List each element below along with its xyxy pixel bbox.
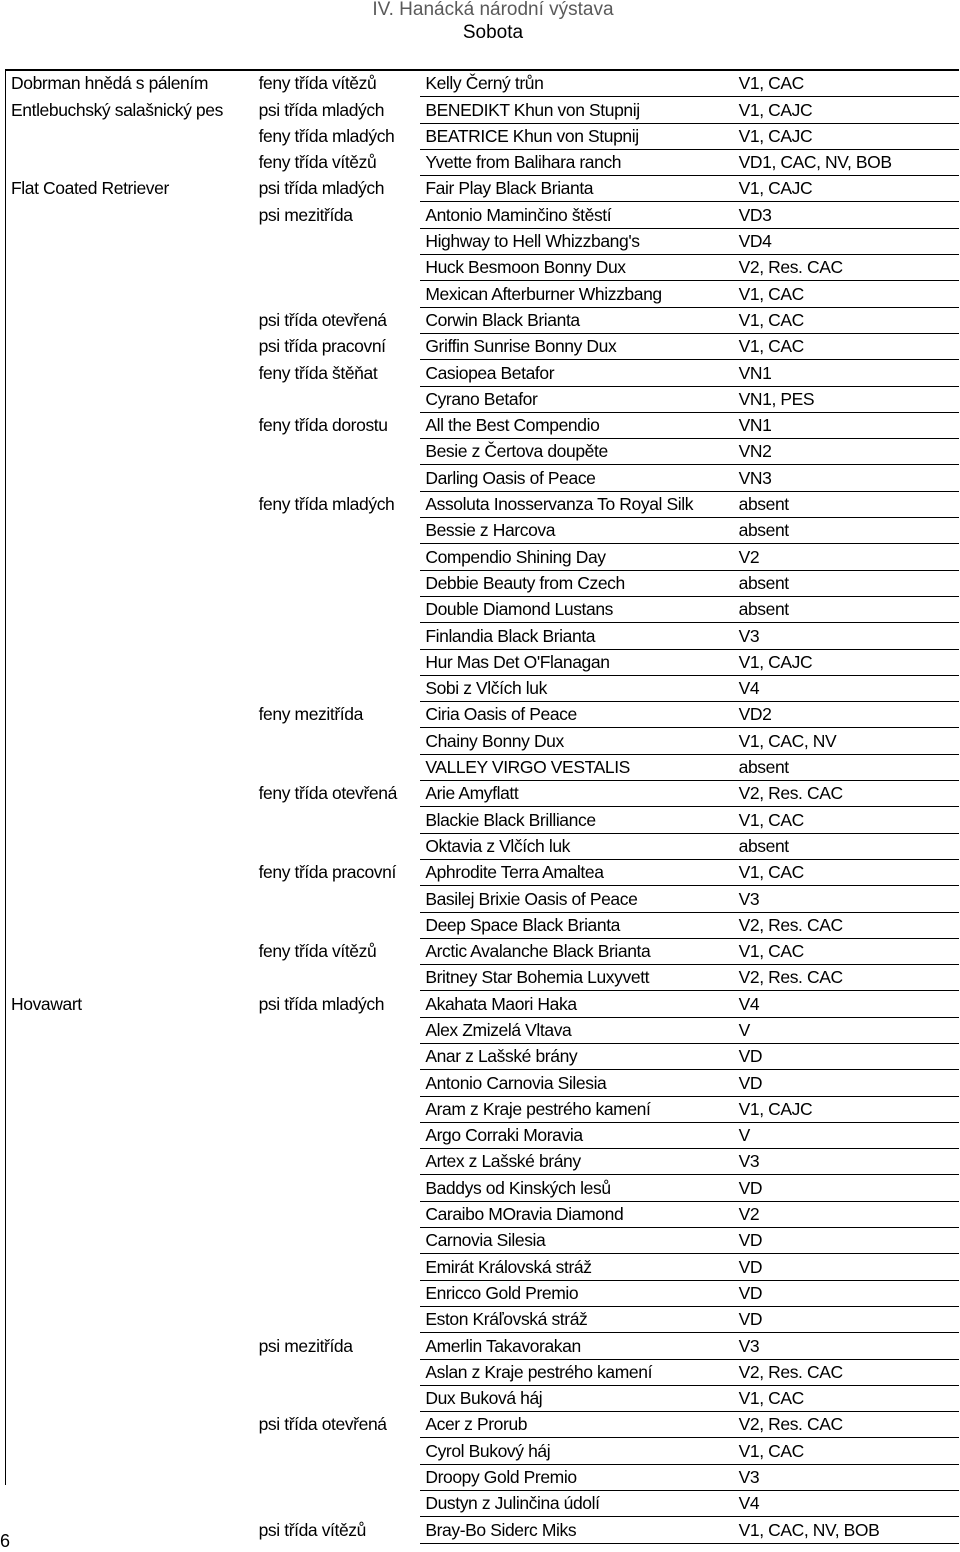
breed-cell xyxy=(6,833,254,859)
class-cell: psi třída pracovní xyxy=(258,336,386,357)
breed-cell: Entlebuchský salašnický pes xyxy=(11,99,223,120)
table-row xyxy=(6,938,959,964)
class-cell xyxy=(254,1280,421,1306)
table-row xyxy=(6,965,959,991)
breed-cell xyxy=(6,570,254,596)
breed-cell xyxy=(6,202,254,228)
table-row xyxy=(6,97,959,123)
class-cell: feny třída otevřená xyxy=(258,783,397,804)
breed-cell xyxy=(6,1175,254,1201)
dog-name-cell: Emirát Královská stráž xyxy=(420,1254,733,1280)
class-cell: psi třída otevřená xyxy=(258,1414,387,1435)
breed-cell xyxy=(6,1201,254,1227)
page-header xyxy=(0,0,960,45)
breed-cell xyxy=(6,649,254,675)
dog-name-cell: Cyrol Bukový háj xyxy=(420,1438,733,1464)
result-cell: absent xyxy=(734,491,959,517)
table-row xyxy=(6,859,959,885)
dog-name-cell: Casiopea Betafor xyxy=(420,360,733,386)
dog-name-cell: Cyrano Betafor xyxy=(420,386,733,412)
dog-name-cell: Darling Oasis of Peace xyxy=(420,465,733,491)
dog-name-cell: Oktavia z Vlčích luk xyxy=(420,833,733,859)
dog-name-cell: Alex Zmizelá Vltava xyxy=(420,1017,733,1043)
breed-cell xyxy=(6,123,254,149)
breed-cell xyxy=(6,1491,254,1517)
dog-name-cell: Amerlin Takavorakan xyxy=(420,1333,733,1359)
table-row xyxy=(6,491,959,517)
table-row xyxy=(6,1017,959,1043)
class-cell: feny třída mladých xyxy=(258,494,395,515)
table-row xyxy=(6,1254,959,1280)
breed-cell xyxy=(6,912,254,938)
dog-name-cell: Anar z Lašské brány xyxy=(420,1043,733,1069)
class-cell xyxy=(254,281,421,307)
breed-cell xyxy=(6,1228,254,1254)
breed-cell xyxy=(6,1464,254,1490)
result-cell: VD1, CAC, NV, BOB xyxy=(734,149,959,175)
class-cell: psi třída mladých xyxy=(258,993,385,1014)
class-cell xyxy=(254,228,421,254)
table-row xyxy=(6,123,959,149)
class-cell xyxy=(254,1043,421,1069)
breed-cell xyxy=(6,623,254,649)
result-cell: VN1 xyxy=(734,360,959,386)
table-row xyxy=(6,255,959,281)
dog-name-cell: BEATRICE Khun von Stupnij xyxy=(420,123,733,149)
dog-name-cell: Aram z Kraje pestrého kamení xyxy=(420,1096,733,1122)
dog-name-cell: Baddys od Kinských lesů xyxy=(420,1175,733,1201)
breed-cell xyxy=(6,702,254,728)
class-cell xyxy=(254,255,421,281)
class-cell xyxy=(254,754,421,780)
class-cell xyxy=(254,1070,421,1096)
table-row xyxy=(6,1491,959,1517)
result-cell: V1, CAJC xyxy=(734,176,959,202)
table-row xyxy=(6,596,959,622)
class-cell xyxy=(254,675,421,701)
result-cell: VN1 xyxy=(734,412,959,438)
class-cell: feny třída pracovní xyxy=(258,862,396,883)
result-cell: VD xyxy=(734,1228,959,1254)
dog-name-cell: Bray-Bo Siderc Miks xyxy=(420,1517,733,1543)
result-cell: V4 xyxy=(734,991,959,1017)
class-cell xyxy=(254,965,421,991)
breed-cell xyxy=(6,938,254,964)
class-cell xyxy=(254,386,421,412)
class-cell: feny třída vítězů xyxy=(258,152,377,173)
dog-name-cell: VALLEY VIRGO VESTALIS xyxy=(420,754,733,780)
result-cell: V1, CAC xyxy=(734,70,959,97)
class-cell xyxy=(254,1491,421,1517)
result-cell: V4 xyxy=(734,675,959,701)
dog-name-cell: Britney Star Bohemia Luxyvett xyxy=(420,965,733,991)
table-row xyxy=(6,1201,959,1227)
class-cell xyxy=(254,1175,421,1201)
breed-cell xyxy=(6,307,254,333)
dog-name-cell: Fair Play Black Brianta xyxy=(420,176,733,202)
breed-cell xyxy=(6,859,254,885)
breed-cell xyxy=(6,807,254,833)
class-cell xyxy=(254,807,421,833)
result-cell: V1, CAJC xyxy=(734,1096,959,1122)
dog-name-cell: Enricco Gold Premio xyxy=(420,1280,733,1306)
result-cell: VN3 xyxy=(734,465,959,491)
breed-cell xyxy=(6,965,254,991)
class-cell xyxy=(254,649,421,675)
table-row xyxy=(6,544,959,570)
result-cell: absent xyxy=(734,833,959,859)
table-row xyxy=(6,281,959,307)
breed-cell xyxy=(6,886,254,912)
dog-name-cell: Eston Kráľovská stráž xyxy=(420,1306,733,1332)
results-sheet xyxy=(5,69,959,1540)
dog-name-cell: Huck Besmoon Bonny Dux xyxy=(420,255,733,281)
table-row xyxy=(6,149,959,175)
breed-cell xyxy=(6,281,254,307)
breed-cell xyxy=(6,675,254,701)
table-row xyxy=(6,675,959,701)
table-row xyxy=(6,70,959,97)
table-row xyxy=(6,1122,959,1148)
table-row xyxy=(6,202,959,228)
table-row xyxy=(6,333,959,359)
breed-cell xyxy=(6,465,254,491)
result-cell: V1, CAJC xyxy=(734,649,959,675)
class-cell xyxy=(254,912,421,938)
breed-cell: Dobrman hnědá s pálením xyxy=(6,70,254,97)
breed-cell xyxy=(6,228,254,254)
result-cell: VD3 xyxy=(734,202,959,228)
dog-name-cell: Sobi z Vlčích luk xyxy=(420,675,733,701)
table-row xyxy=(6,807,959,833)
result-cell: V2, Res. CAC xyxy=(734,255,959,281)
breed-cell xyxy=(6,360,254,386)
table-row xyxy=(6,570,959,596)
table-row xyxy=(6,1359,959,1385)
table-row xyxy=(6,1333,959,1359)
table-row xyxy=(6,307,959,333)
table-row xyxy=(6,1517,959,1543)
dog-name-cell: Droopy Gold Premio xyxy=(420,1464,733,1490)
dog-name-cell: Carnovia Silesia xyxy=(420,1228,733,1254)
dog-name-cell: Assoluta Inosservanza To Royal Silk xyxy=(420,491,733,517)
breed-cell xyxy=(6,781,254,807)
result-cell: V1, CAC xyxy=(734,807,959,833)
class-cell: psi mezitřída xyxy=(258,1335,353,1356)
class-cell: feny mezitřída xyxy=(258,704,363,725)
class-cell xyxy=(254,465,421,491)
dog-name-cell: Debbie Beauty from Czech xyxy=(420,570,733,596)
dog-name-cell: Caraibo MOravia Diamond xyxy=(420,1201,733,1227)
table-row xyxy=(6,991,959,1017)
result-cell: VD xyxy=(734,1280,959,1306)
class-cell xyxy=(254,1096,421,1122)
table-row xyxy=(6,702,959,728)
class-cell xyxy=(254,1306,421,1332)
dog-name-cell: Besie z Čertova doupěte xyxy=(420,439,733,465)
dog-name-cell: BENEDIKT Khun von Stupnij xyxy=(420,97,733,123)
class-cell xyxy=(254,1254,421,1280)
results-table xyxy=(6,69,959,1544)
dog-name-cell: Antonio Maminčino štěstí xyxy=(420,202,733,228)
table-row xyxy=(6,412,959,438)
breed-cell xyxy=(6,1333,254,1359)
result-cell: VN2 xyxy=(734,439,959,465)
table-row xyxy=(6,1149,959,1175)
breed-cell xyxy=(6,1412,254,1438)
dog-name-cell: Aphrodite Terra Amaltea xyxy=(420,859,733,885)
dog-name-cell: Corwin Black Brianta xyxy=(420,307,733,333)
result-cell: absent xyxy=(734,570,959,596)
dog-name-cell: Finlandia Black Brianta xyxy=(420,623,733,649)
result-cell: V2, Res. CAC xyxy=(734,1412,959,1438)
breed-cell xyxy=(6,1149,254,1175)
class-cell xyxy=(254,439,421,465)
result-cell: V1, CAC, NV xyxy=(734,728,959,754)
result-cell: V1, CAC xyxy=(734,1385,959,1411)
class-cell xyxy=(254,1464,421,1490)
table-row xyxy=(6,176,959,202)
result-cell: VD xyxy=(734,1043,959,1069)
breed-cell xyxy=(6,1017,254,1043)
result-cell: V3 xyxy=(734,886,959,912)
breed-cell xyxy=(6,491,254,517)
breed-cell xyxy=(6,1043,254,1069)
class-cell xyxy=(254,886,421,912)
breed-cell xyxy=(6,518,254,544)
dog-name-cell: Chainy Bonny Dux xyxy=(420,728,733,754)
result-cell: VD xyxy=(734,1254,959,1280)
result-cell: V3 xyxy=(734,1333,959,1359)
class-cell xyxy=(254,1385,421,1411)
dog-name-cell: Arie Amyflatt xyxy=(420,781,733,807)
breed-cell xyxy=(6,544,254,570)
dog-name-cell: Yvette from Balihara ranch xyxy=(420,149,733,175)
class-cell xyxy=(254,596,421,622)
page-number: 6 xyxy=(0,1531,11,1551)
table-row xyxy=(6,386,959,412)
table-row xyxy=(6,1175,959,1201)
breed-cell xyxy=(6,1254,254,1280)
result-cell: V1, CAJC xyxy=(734,123,959,149)
dog-name-cell: Double Diamond Lustans xyxy=(420,596,733,622)
breed-cell xyxy=(6,1306,254,1332)
class-cell: psi třída otevřená xyxy=(258,309,387,330)
dog-name-cell: Mexican Afterburner Whizzbang xyxy=(420,281,733,307)
result-cell: V1, CAC, NV, BOB xyxy=(734,1517,959,1543)
breed-cell xyxy=(6,439,254,465)
breed-cell xyxy=(6,255,254,281)
class-cell: psi třída vítězů xyxy=(258,1519,366,1540)
table-row xyxy=(6,1096,959,1122)
class-cell: feny třída vítězů xyxy=(258,941,377,962)
result-cell: V2 xyxy=(734,544,959,570)
result-cell: absent xyxy=(734,518,959,544)
dog-name-cell: Deep Space Black Brianta xyxy=(420,912,733,938)
show-title: IV. Hanácká národní výstava xyxy=(372,0,614,20)
table-row xyxy=(6,1412,959,1438)
result-cell: V1, CAJC xyxy=(734,97,959,123)
breed-cell xyxy=(6,386,254,412)
class-cell xyxy=(254,544,421,570)
result-cell: V3 xyxy=(734,623,959,649)
result-cell: V3 xyxy=(734,1464,959,1490)
class-cell xyxy=(254,1438,421,1464)
breed-cell xyxy=(6,1280,254,1306)
dog-name-cell: Argo Corraki Moravia xyxy=(420,1122,733,1148)
dog-name-cell: All the Best Compendio xyxy=(420,412,733,438)
result-cell: VD4 xyxy=(734,228,959,254)
table-row xyxy=(6,360,959,386)
table-row xyxy=(6,228,959,254)
dog-name-cell: Dux Buková háj xyxy=(420,1385,733,1411)
class-cell: feny třída dorostu xyxy=(258,415,388,436)
table-row xyxy=(6,728,959,754)
class-cell: feny třída štěňat xyxy=(258,362,378,383)
dog-name-cell: Griffin Sunrise Bonny Dux xyxy=(420,333,733,359)
result-cell: V1, CAC xyxy=(734,307,959,333)
result-cell: absent xyxy=(734,754,959,780)
table-row xyxy=(6,886,959,912)
class-cell xyxy=(254,518,421,544)
result-cell: VN1, PES xyxy=(734,386,959,412)
breed-cell xyxy=(6,1385,254,1411)
class-cell: psi třída mladých xyxy=(258,99,385,120)
class-cell xyxy=(254,1149,421,1175)
class-cell xyxy=(254,1201,421,1227)
class-cell: psi třída mladých xyxy=(258,178,385,199)
class-cell xyxy=(254,1122,421,1148)
table-row xyxy=(6,465,959,491)
result-cell: V2, Res. CAC xyxy=(734,965,959,991)
result-cell: V2, Res. CAC xyxy=(734,1359,959,1385)
result-cell: absent xyxy=(734,596,959,622)
table-row xyxy=(6,518,959,544)
result-cell: V xyxy=(734,1017,959,1043)
result-cell: V4 xyxy=(734,1491,959,1517)
table-row xyxy=(6,1280,959,1306)
result-cell: V xyxy=(734,1122,959,1148)
result-cell: V1, CAC xyxy=(734,281,959,307)
dog-name-cell: Antonio Carnovia Silesia xyxy=(420,1070,733,1096)
dog-name-cell: Artex z Lašské brány xyxy=(420,1149,733,1175)
breed-cell: Hovawart xyxy=(11,993,82,1014)
result-cell: VD xyxy=(734,1306,959,1332)
breed-cell xyxy=(6,149,254,175)
table-row xyxy=(6,781,959,807)
result-cell: V1, CAC xyxy=(734,1438,959,1464)
table-row xyxy=(6,439,959,465)
class-cell xyxy=(254,1359,421,1385)
breed-cell xyxy=(6,728,254,754)
dog-name-cell: Kelly Černý trůn xyxy=(420,70,733,97)
class-cell xyxy=(254,1228,421,1254)
table-row xyxy=(6,1438,959,1464)
result-cell: VD xyxy=(734,1175,959,1201)
table-row xyxy=(6,1043,959,1069)
table-row xyxy=(6,1385,959,1411)
breed-cell xyxy=(6,754,254,780)
dog-name-cell: Arctic Avalanche Black Brianta xyxy=(420,938,733,964)
table-row xyxy=(6,649,959,675)
result-cell: V1, CAC xyxy=(734,333,959,359)
dog-name-cell: Highway to Hell Whizzbang's xyxy=(420,228,733,254)
class-cell: psi mezitřída xyxy=(258,204,353,225)
class-cell xyxy=(254,623,421,649)
class-cell xyxy=(254,570,421,596)
table-row xyxy=(6,1306,959,1332)
breed-cell: Flat Coated Retriever xyxy=(11,178,169,199)
dog-name-cell: Ciria Oasis of Peace xyxy=(420,702,733,728)
breed-cell xyxy=(6,412,254,438)
class-cell: feny třída vítězů xyxy=(254,70,421,97)
class-cell xyxy=(254,1017,421,1043)
dog-name-cell: Blackie Black Brilliance xyxy=(420,807,733,833)
dog-name-cell: Dustyn z Julinčina údolí xyxy=(420,1491,733,1517)
dog-name-cell: Compendio Shining Day xyxy=(420,544,733,570)
breed-cell xyxy=(6,1096,254,1122)
dog-name-cell: Akahata Maori Haka xyxy=(420,991,733,1017)
table-row xyxy=(6,754,959,780)
dog-name-cell: Acer z Prorub xyxy=(420,1412,733,1438)
breed-cell xyxy=(6,1517,254,1543)
class-cell xyxy=(254,728,421,754)
result-cell: VD xyxy=(734,1070,959,1096)
breed-cell xyxy=(6,596,254,622)
dog-name-cell: Aslan z Kraje pestrého kamení xyxy=(420,1359,733,1385)
breed-cell xyxy=(6,1122,254,1148)
table-row xyxy=(6,833,959,859)
class-cell xyxy=(254,833,421,859)
result-cell: V1, CAC xyxy=(734,859,959,885)
table-row xyxy=(6,912,959,938)
dog-name-cell: Basilej Brixie Oasis of Peace xyxy=(420,886,733,912)
table-row xyxy=(6,1228,959,1254)
dog-name-cell: Bessie z Harcova xyxy=(420,518,733,544)
day-subtitle: Sobota xyxy=(462,22,524,43)
result-cell: V2, Res. CAC xyxy=(734,912,959,938)
result-cell: V2, Res. CAC xyxy=(734,781,959,807)
result-cell: V3 xyxy=(734,1149,959,1175)
class-cell: feny třída mladých xyxy=(258,125,395,146)
breed-cell xyxy=(6,1070,254,1096)
table-row xyxy=(6,623,959,649)
table-row xyxy=(6,1464,959,1490)
breed-cell xyxy=(6,333,254,359)
dog-name-cell: Hur Mas Det O'Flanagan xyxy=(420,649,733,675)
breed-cell xyxy=(6,1438,254,1464)
breed-cell xyxy=(6,1359,254,1385)
table-row xyxy=(6,1070,959,1096)
result-cell: V1, CAC xyxy=(734,938,959,964)
result-cell: V2 xyxy=(734,1201,959,1227)
result-cell: VD2 xyxy=(734,702,959,728)
